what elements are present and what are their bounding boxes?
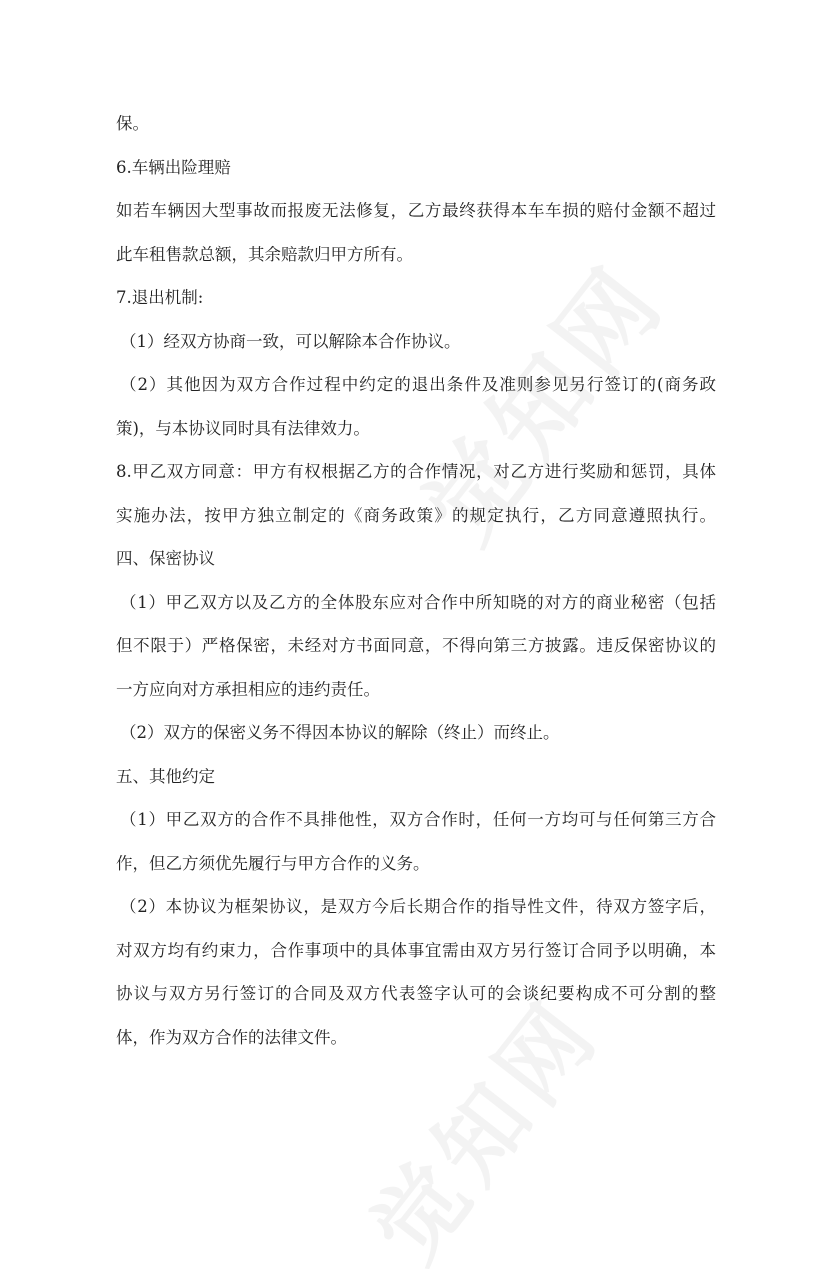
text-line: （2）双方的保密义务不得因本协议的解除（终止）而终止。 — [120, 723, 560, 742]
text-line: （1）甲乙双方以及乙方的全体股东应对合作中所知晓的对方的商业秘密（包括 — [120, 592, 716, 612]
text-line: 一方应向对方承担相应的违约责任。 — [116, 679, 380, 699]
text-line: 策)，与本协议同时具有法律效力。 — [116, 418, 370, 438]
section-heading: 五、其他约定 — [116, 766, 215, 786]
text-line: （2）其他因为双方合作过程中约定的退出条件及准则参见另行签订的(商务政 — [120, 375, 716, 394]
text-line: 保。 — [116, 114, 149, 133]
text-line: （1）甲乙双方的合作不具排他性，双方合作时，任何一方均可与任何第三方合 — [120, 810, 716, 829]
text-line: 此车租售款总额，其余赔款归甲方所有。 — [116, 244, 413, 264]
text-line: （1）经双方协商一致，可以解除本合作协议。 — [120, 331, 461, 351]
text-line: （2）本协议为框架协议，是双方今后长期合作的指导性文件，待双方签字后， — [120, 897, 716, 916]
text-line: 但不限于）严格保密，未经对方书面同意，不得向第三方披露。违反保密协议的 — [116, 636, 716, 655]
text-line: 如若车辆因大型事故而报废无法修复，乙方最终获得本车车损的赔付金额不超过 — [116, 201, 716, 220]
section-heading: 6.车辆出险理赔 — [116, 157, 231, 177]
text-line: 8.甲乙双方同意：甲方有权根据乙方的合作情况，对乙方进行奖励和惩罚，具体 — [116, 462, 716, 481]
text-line: 实施办法，按甲方独立制定的《商务政策》的规定执行，乙方同意遵照执行。 — [116, 505, 716, 525]
text-line: 对双方均有约束力，合作事项中的具体事宜需由双方另行签订合同予以明确，本 — [116, 940, 716, 960]
text-line: 作，但乙方须优先履行与甲方合作的义务。 — [116, 853, 430, 873]
text-line: 协议与双方另行签订的合同及双方代表签字认可的会谈纪要构成不可分割的整 — [116, 984, 716, 1003]
section-heading: 7.退出机制: — [116, 288, 204, 307]
text-line: 体，作为双方合作的法律文件。 — [116, 1027, 347, 1047]
document-body — [116, 106, 716, 1063]
section-heading: 四、保密协议 — [116, 549, 215, 568]
